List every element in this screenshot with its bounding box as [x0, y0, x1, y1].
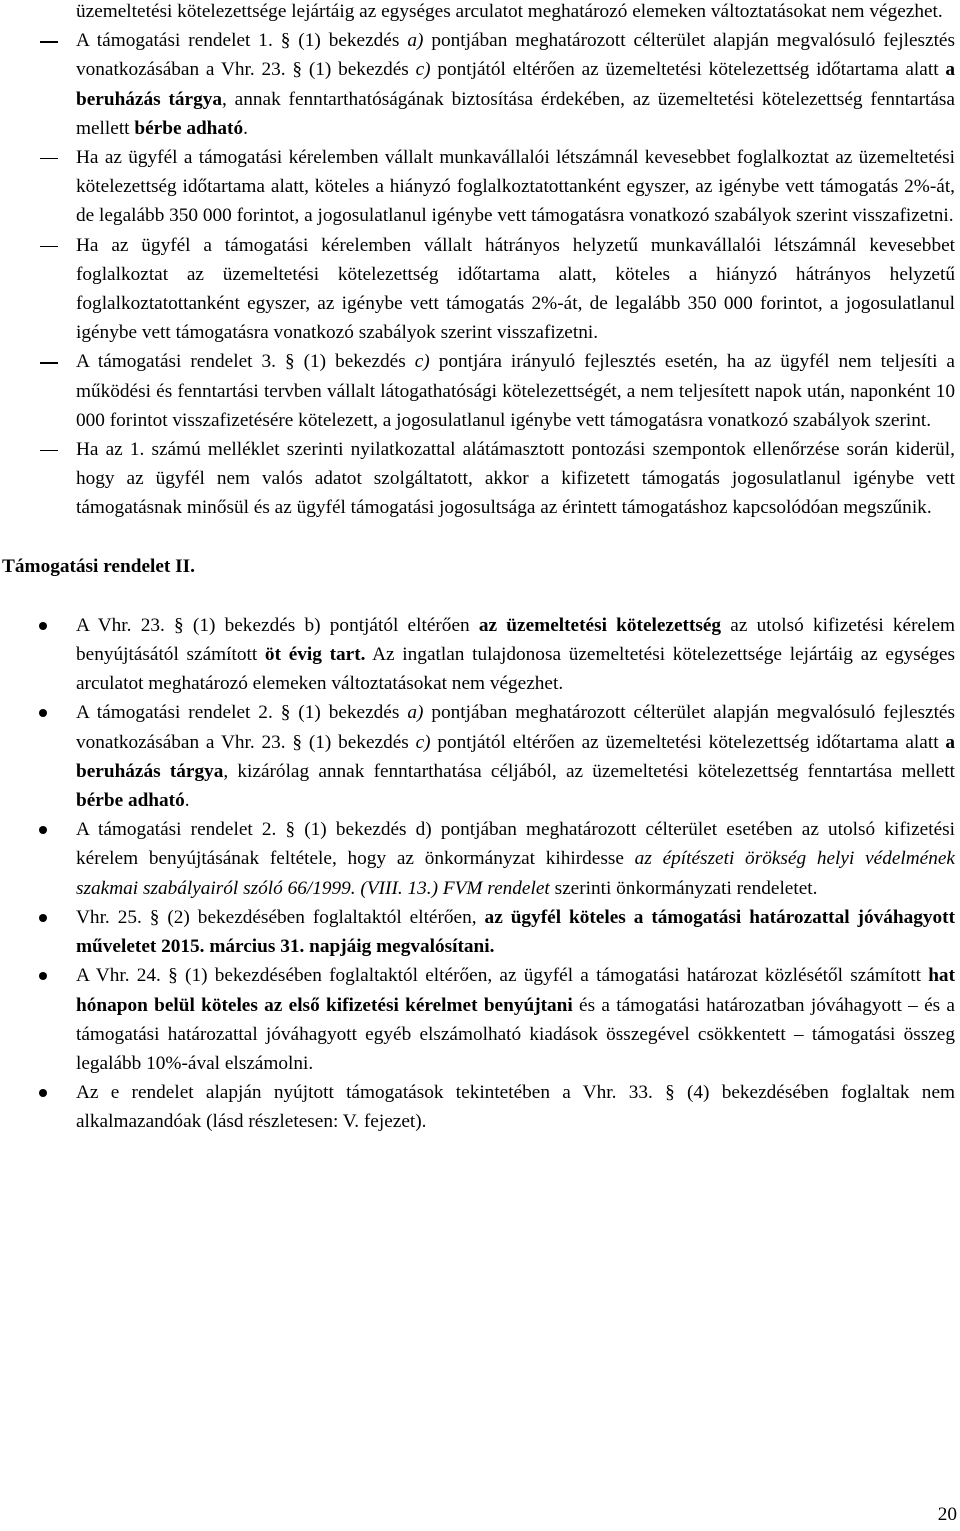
bullet-item-3: A támogatási rendelet 2. § (1) bekezdés d) pontjában meghatározott célterület esetében az utolsó kifizetési kérelem benyújtásának feltétele, hogy az önkormányzat kihirdesse az építészeti örökség helyi védelmének szakmai szabályairól szóló 66/1999. (VIII. 13.) FVM rendelet szerinti önkormányzati rendeletet.: [0, 815, 960, 903]
dash-item-4: A támogatási rendelet 3. § (1) bekezdés c) pontjára irányuló fejlesztés esetén, ha az ügyfél nem teljesíti a működési és fenntartási tervben vállalt látogathatósági kötelezettségét, a nem teljesített napok után, naponként 10 000 forintot visszafizetésére kötelezett, a jogosulatlanul igénybe vett támogatásra vonatkozó szabályok szerint.: [0, 347, 960, 435]
bullet-item-2: A támogatási rendelet 2. § (1) bekezdés a) pontjában meghatározott célterület alapján megvalósuló fejlesztés vonatkozásában a Vhr. 23. § (1) bekezdés c) pontjától eltérően az üzemeltetési kötelezettség időtartama alatt a beruházás tárgya, kizárólag annak fenntarthatása céljából, az üzemeltetési kötelezettség fenntartása mellett bérbe adható.: [0, 698, 960, 815]
dash-item-3: Ha az ügyfél a támogatási kérelemben vállalt hátrányos helyzetű munkavállalói létszámnál kevesebbet foglalkoztat az üzemeltetési kötelezettség időtartama alatt, köteles a hiányzó hátrányos helyzetű foglalkoztatottanként egyszer, az igénybe vett támogatás 2%-át, de legalább 350 000 forintot, a jogosulatlanul igénybe vett támogatásra vonatkozó szabályok szerint visszafizetni.: [0, 231, 960, 348]
dash-item-1: A támogatási rendelet 1. § (1) bekezdés a) pontjában meghatározott célterület alapján megvalósuló fejlesztés vonatkozásában a Vhr. 23. § (1) bekezdés c) pontjától eltérően az üzemeltetési kötelezettség időtartama alatt a beruházás tárgya, annak fenntarthatóságának biztosítása érdekében, az üzemeltetési kötelezettség fenntartása mellett bérbe adható.: [0, 26, 960, 143]
page-number: 20: [937, 1504, 957, 1525]
dash-section: [0, 0, 960, 523]
bullet-item-5: A Vhr. 24. § (1) bekezdésében foglaltaktól eltérően, az ügyfél a támogatási határozat közlésétől számított hat hónapon belül köteles az első kifizetési kérelmet benyújtani és a támogatási határozatban jóváhagyott – és a támogatási határozattal jóváhagyott egyéb elszámolható kiadások összegével csökkentett – támogatási összeg legalább 10%-ával elszámolni.: [0, 961, 960, 1078]
section-heading: Támogatási rendelet II.: [2, 555, 195, 577]
continuation-paragraph: üzemeltetési kötelezettsége lejártáig az egységes arculatot meghatározó elemeken változtatásokat nem végezhet.: [76, 1, 943, 22]
dash-item-5: Ha az 1. számú melléklet szerinti nyilatkozattal alátámasztott pontozási szempontok ellenőrzése során kiderül, hogy az ügyfél nem valós adatot szolgáltatott, akkor a kifizetett támogatás jogosulatlanul igénybe vett támogatásnak minősül és az ügyfél támogatási jogosultsága az érintett támogatáshoz kapcsolódóan megszűnik.: [0, 435, 960, 523]
dash-item-2: Ha az ügyfél a támogatási kérelemben vállalt munkavállalói létszámnál kevesebbet foglalkoztat az üzemeltetési kötelezettség időtartama alatt, köteles a hiányzó foglalkoztatottanként egyszer, az igénybe vett támogatás 2%-át, de legalább 350 000 forintot, a jogosulatlanul igénybe vett támogatásra vonatkozó szabályok szerint visszafizetni.: [0, 143, 960, 231]
bullet-item-6: Az e rendelet alapján nyújtott támogatások tekintetében a Vhr. 33. § (4) bekezdésében foglaltak nem alkalmazandóak (lásd részletesen: V. fejezet).: [0, 1078, 960, 1136]
bullet-item-1: A Vhr. 23. § (1) bekezdés b) pontjától eltérően az üzemeltetési kötelezettség az utolsó kifizetési kérelem benyújtásától számított öt évig tart. Az ingatlan tulajdonosa üzemeltetési kötelezettsége lejártáig az egységes arculatot meghatározó elemeken változtatásokat nem végezhet.: [0, 611, 960, 699]
bullet-item-4: Vhr. 25. § (2) bekezdésében foglaltaktól eltérően, az ügyfél köteles a támogatási határozattal jóváhagyott műveletet 2015. március 31. napjáig megvalósítani.: [0, 903, 960, 961]
dash-list: [0, 26, 960, 522]
bullet-list: [0, 611, 960, 1137]
